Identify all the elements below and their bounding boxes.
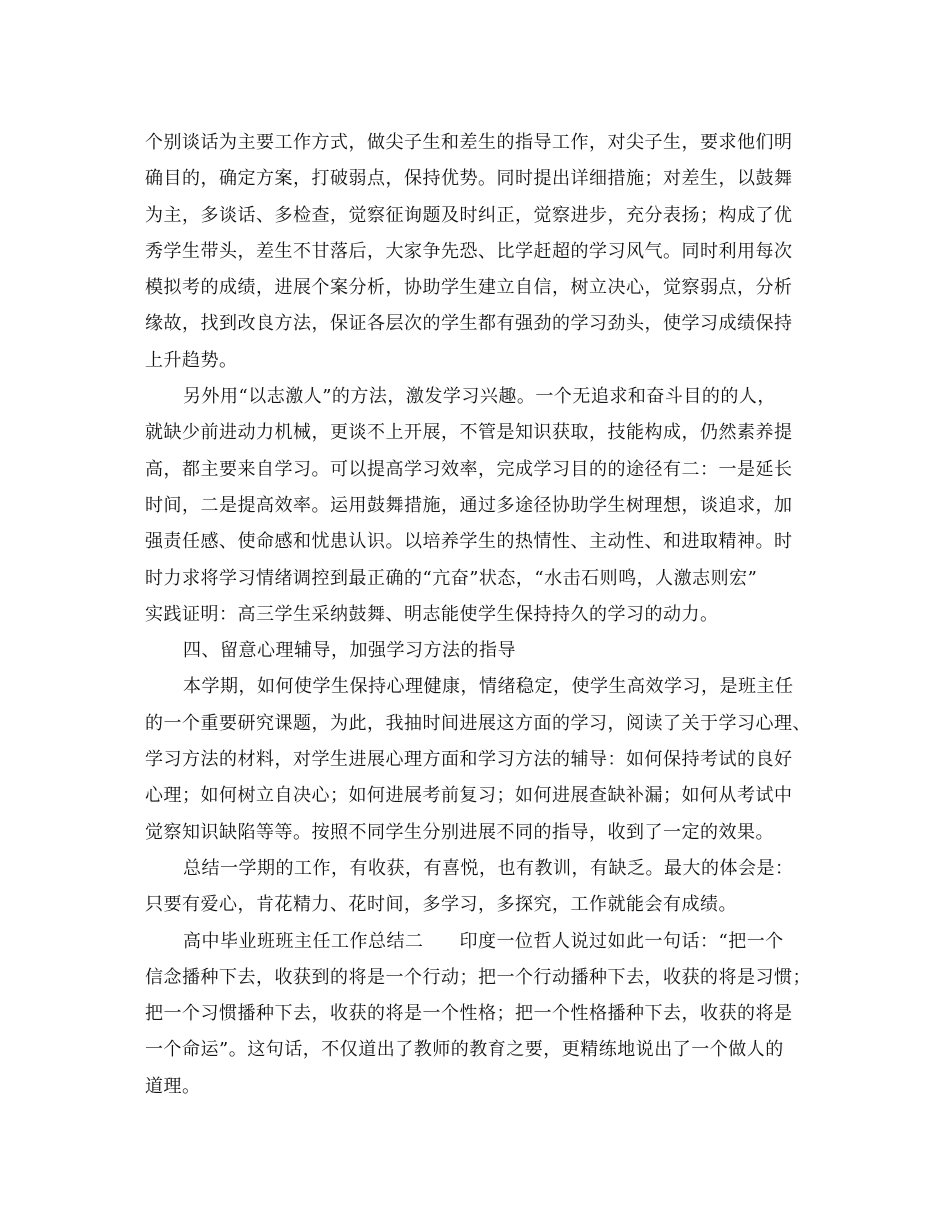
text-line: 四、留意心理辅导，加强学习方法的指导 — [183, 640, 516, 662]
text-line: 确目的，确定方案，打破弱点，保持优势。同时提出详细措施；对差生，以鼓舞 — [145, 168, 793, 190]
text-line: 道理。 — [145, 1075, 201, 1097]
text-line: 模拟考的成绩，进展个案分析，协助学生建立自信，树立决心，觉察弱点，分析 — [145, 277, 793, 299]
section-heading-four — [145, 633, 811, 669]
text-line: 上升趋势。 — [145, 349, 238, 371]
text-line: 高，都主要来自学习。可以提高学习效率，完成学习目的的途径有二：一是延长 — [145, 458, 793, 480]
text-line: 学习方法的材料，对学生进展心理方面和学习方法的辅导：如何保持考试的良好 — [145, 749, 793, 771]
text-line: 只要有爱心，肯花精力、花时间，多学习，多探究，工作就能会有成绩。 — [145, 894, 737, 916]
text-line: 总结一学期的工作，有收获，有喜悦，也有教训，有缺乏。最大的体会是： — [183, 857, 794, 879]
text-line: 觉察知识缺陷等等。按照不同学生分别进展不同的指导，收到了一定的效果。 — [145, 821, 774, 843]
text-line: 一个命运”。这句话，不仅道出了教师的教育之要，更精练地说出了一个做人的 — [145, 1039, 784, 1061]
text-line: 的一个重要研究课题，为此，我抽时间进展这方面的学习，阅读了关于学习心理、 — [145, 712, 811, 734]
para-group-guidance — [145, 125, 811, 379]
text-line: 实践证明：高三学生采纳鼓舞、明志能使学生保持持久的学习的动力。 — [145, 603, 719, 625]
para-second-summary — [145, 924, 811, 1105]
text-line: 强责任感、使命感和忧患认识。以培养学生的热情性、主动性、和进取精神。时 — [145, 531, 793, 553]
para-psychology — [145, 669, 811, 850]
text-line — [145, 924, 811, 960]
text-line: 另外用“以志激人”的方法，激发学习兴趣。一个无追求和奋斗目的的人， — [183, 386, 776, 408]
para-summary — [145, 851, 811, 924]
text-line: 时间，二是提高效率。运用鼓舞措施，通过多途径协助学生树理想，谈追求，加 — [145, 494, 793, 516]
first-line-text: 印度一位哲人说过如此一句话：“把一个 — [459, 930, 784, 952]
text-line: 心理；如何树立自决心；如何进展考前复习；如何进展查缺补漏；如何从考试中 — [145, 785, 793, 807]
text-line: 信念播种下去，收获到的将是一个行动；把一个行动播种下去，收获的将是习惯； — [145, 966, 811, 988]
text-line: 秀学生带头，差生不甘落后，大家争先恐、比学赶超的学习风气。同时利用每次 — [145, 240, 793, 262]
text-line: 把一个习惯播种下去，收获的将是一个性格；把一个性格播种下去，收获的将是 — [145, 1003, 793, 1025]
text-line: 为主，多谈话、多检查，觉察征询题及时纠正，觉察进步，充分表扬；构成了优 — [145, 204, 793, 226]
text-line: 就缺少前进动力机械，更谈不上开展，不管是知识获取，技能构成，仍然素养提 — [145, 422, 793, 444]
text-line: 本学期，如何使学生保持心理健康，情绪稳定，使学生高效学习，是班主任 — [183, 676, 794, 698]
text-line: 个别谈话为主要工作方式，做尖子生和差生的指导工作，对尖子生，要求他们明 — [145, 132, 793, 153]
text-line: 缘故，找到改良方法，保证各层次的学生都有强劲的学习劲头，使学习成绩保持 — [145, 313, 793, 335]
text-line: 时力求将学习情绪调控到最正确的“亢奋”状态，“水击石则鸣，人激志则宏” — [145, 567, 758, 589]
document-body — [145, 125, 811, 1105]
para-motivation — [145, 379, 811, 633]
section-title: 高中毕业班班主任工作总结二 — [183, 930, 424, 952]
